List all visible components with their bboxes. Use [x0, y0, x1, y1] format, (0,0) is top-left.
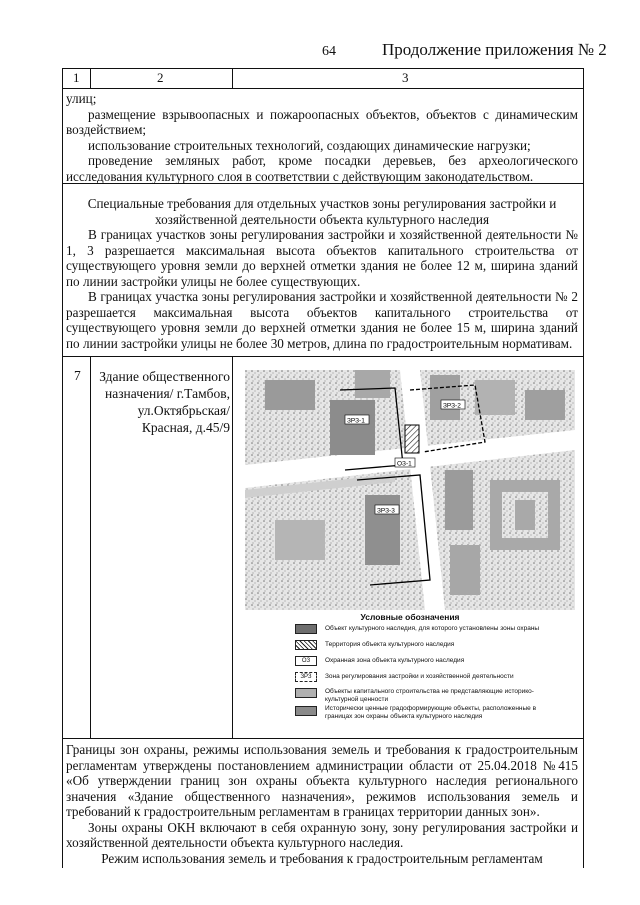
building: [475, 380, 515, 415]
zone-label: ЗРЗ-2: [443, 402, 461, 410]
column-header-1: 1: [73, 70, 80, 85]
legend-swatch: [295, 688, 317, 698]
special-title: Специальные требования для отдельных участков зоны регулирования застройки и: [87, 196, 557, 211]
zone-label: ЗРЗ-1: [347, 417, 365, 425]
special-requirements: [66, 196, 578, 351]
restrictions-block: [66, 91, 578, 184]
column-separator: [90, 68, 91, 88]
zone-label: ОЗ-1: [397, 460, 412, 468]
column-separator: [90, 356, 91, 738]
restriction-line: использование строительных технологий, создающих динамические нагрузки;: [88, 137, 531, 153]
legend-swatch: [295, 640, 317, 650]
building: [525, 390, 565, 420]
zone-label: ЗРЗ-3: [377, 507, 395, 515]
legend-swatch: [295, 706, 317, 716]
page-number: 64: [322, 44, 336, 59]
legend-item: Исторически ценные градоформирующие объекты, расположенные в границах зон охраны объекта культурного наследия: [325, 705, 537, 720]
legend-item: Территория объекта культурного наследия: [325, 641, 455, 648]
legend-item: Объекты капитального строительства не представляющие историко-культурной ценности: [325, 688, 534, 703]
zone-map: [245, 370, 575, 610]
map-legend: [245, 612, 575, 736]
row-number: 7: [74, 368, 81, 383]
column-header-3: 3: [402, 70, 409, 85]
table-row-divider: [62, 356, 583, 357]
legend-swatch: ОЗ: [295, 656, 317, 666]
table-top-border: [62, 68, 583, 69]
building: [275, 520, 325, 560]
legend-swatch: [295, 624, 317, 634]
legend-item: Зона регулирования застройки и хозяйственной деятельности: [325, 673, 514, 680]
building: [430, 375, 460, 420]
building: [445, 470, 473, 530]
legend-item: Охранная зона объекта культурного наследия: [325, 657, 465, 664]
building: [330, 400, 375, 455]
restriction-line: размещение взрывоопасных и пожароопасных объектов, объектов с динамическим воздействием;: [66, 106, 578, 137]
building-complex: [490, 480, 560, 550]
bottom-paragraph: Зоны охраны ОКН включают в себя охранную зону, зону регулирования застройки и хозяйственной деятельности объекта культурного наследия.: [66, 819, 578, 850]
special-title: хозяйственной деятельности объекта культурного наследия: [154, 211, 490, 227]
bottom-heading: Режим использования земель и требования к градостроительным регламентам: [101, 850, 543, 866]
column-separator: [232, 356, 233, 738]
column-header-2: 2: [157, 70, 164, 85]
restriction-line: проведение земляных работ, кроме посадки деревьев, без археологического исследования культурного слоя в соответствии с действующим законодательством.: [66, 153, 578, 184]
legend-item: Объект культурного наследия, для которого установлены зоны охраны: [325, 625, 540, 632]
legend-title: Условные обозначения: [360, 612, 460, 622]
special-paragraph: В границах участков зоны регулирования застройки и хозяйственной деятельности № 1, 3 разрешается максимальная высота объектов капитального строительства от существующего уровня земли до верхней отметки здания не более 12 м, ширина зданий по линии застройки улицы не более существующих.: [66, 227, 578, 289]
object-name: Здание общественного назначения/ г.Тамбов, ул.Октябрьская/ Красная, д.45/9: [99, 369, 230, 435]
bottom-block: [66, 742, 578, 866]
building: [450, 545, 480, 595]
restriction-line: улиц;: [66, 91, 97, 106]
page-title: Продолжение приложения № 2: [382, 40, 607, 59]
heritage-territory: [405, 425, 419, 453]
table-header-border: [62, 88, 583, 89]
special-paragraph: В границах участка зоны регулирования застройки и хозяйственной деятельности № 2 разрешается максимальная высота объектов капитального строительства от существующего уровня земли до верхней отметки здания не более 15 м, ширина зданий по линии застройки улицы не более 30 метров, длина по градостроительным нормативам.: [66, 289, 578, 351]
legend-swatch: ЗРЗ: [295, 672, 317, 682]
column-separator: [232, 68, 233, 88]
table-row-divider: [62, 738, 583, 739]
building: [355, 370, 390, 398]
building: [265, 380, 315, 410]
bottom-paragraph: Границы зон охраны, режимы использования земель и требования к градостроительным регламентам утверждены постановлением администрации области от 25.04.2018 №415 «Об утверждении границ зон охраны объекта культурного наследия регионального значения «Здание общественного назначения», режимов использования земель и требований к градостроительным регламентам в границах территории данных зон».: [66, 742, 578, 819]
